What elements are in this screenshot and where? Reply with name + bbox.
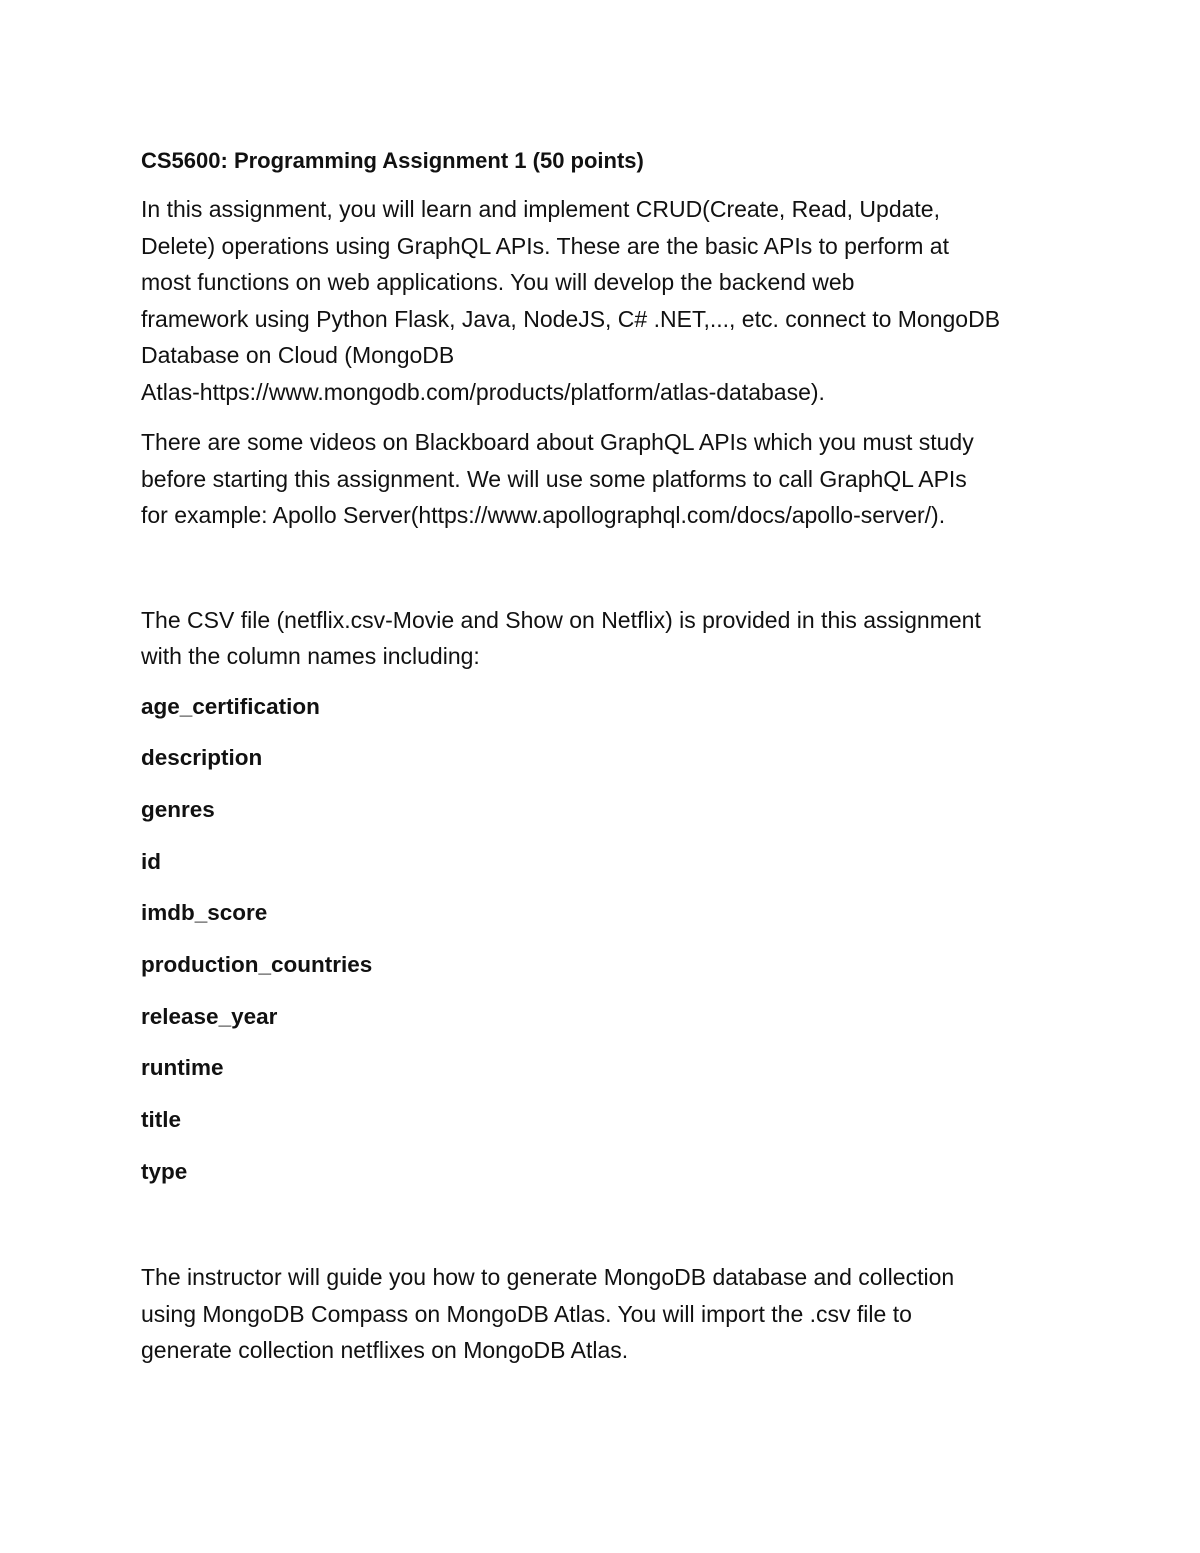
blank-line: [141, 1205, 1071, 1259]
videos-paragraph: [141, 424, 1071, 534]
paragraph-line: In this assignment, you will learn and implement CRUD(Create, Read, Update,: [141, 196, 940, 222]
paragraph-line: with the column names including:: [141, 643, 480, 669]
paragraph-line: using MongoDB Compass on MongoDB Atlas. You will import the .csv file to: [141, 1300, 912, 1327]
instructor-paragraph: [141, 1259, 1071, 1369]
paragraph-line: most functions on web applications. You will develop the backend web: [141, 269, 855, 295]
column-name: title: [141, 1107, 182, 1132]
column-name: release_year: [141, 1003, 278, 1029]
column-name: description: [141, 745, 263, 771]
document-title: CS5600: Programming Assignment 1 (50 points): [141, 148, 644, 173]
column-name: genres: [141, 796, 215, 822]
paragraph-line: Atlas-https://www.mongodb.com/products/platform/atlas-database).: [141, 378, 825, 405]
paragraph-line: before starting this assignment. We will use some platforms to call GraphQL APIs: [141, 465, 967, 492]
paragraph-line: Delete) operations using GraphQL APIs. These are the basic APIs to perform at: [141, 232, 949, 259]
intro-paragraph: [141, 191, 1071, 410]
column-name: runtime: [141, 1055, 224, 1081]
paragraph-line: for example: Apollo Server(https://www.apollographql.com/docs/apollo-server/).: [141, 502, 946, 528]
blank-line: [141, 534, 1071, 602]
paragraph-line: The CSV file (netflix.csv-Movie and Show on Netflix) is provided in this assignment: [141, 606, 981, 633]
column-name: age_certification: [141, 693, 320, 719]
paragraph-line: Database on Cloud (MongoDB: [141, 342, 455, 368]
column-name: type: [141, 1158, 188, 1184]
paragraph-line: There are some videos on Blackboard about GraphQL APIs which you must study: [141, 429, 974, 455]
document-page: [141, 143, 1071, 1369]
column-name: imdb_score: [141, 900, 268, 926]
column-name: production_countries: [141, 951, 373, 977]
paragraph-line: framework using Python Flask, Java, NodeJS, C# .NET,..., etc. connect to MongoDB: [141, 305, 1001, 332]
csv-paragraph: [141, 602, 1071, 675]
paragraph-line: generate collection netflixes on MongoDB Atlas.: [141, 1337, 629, 1364]
paragraph-line: The instructor will guide you how to generate MongoDB database and collection: [141, 1264, 955, 1291]
column-name: id: [141, 848, 161, 874]
column-names-list: [141, 689, 1071, 1190]
